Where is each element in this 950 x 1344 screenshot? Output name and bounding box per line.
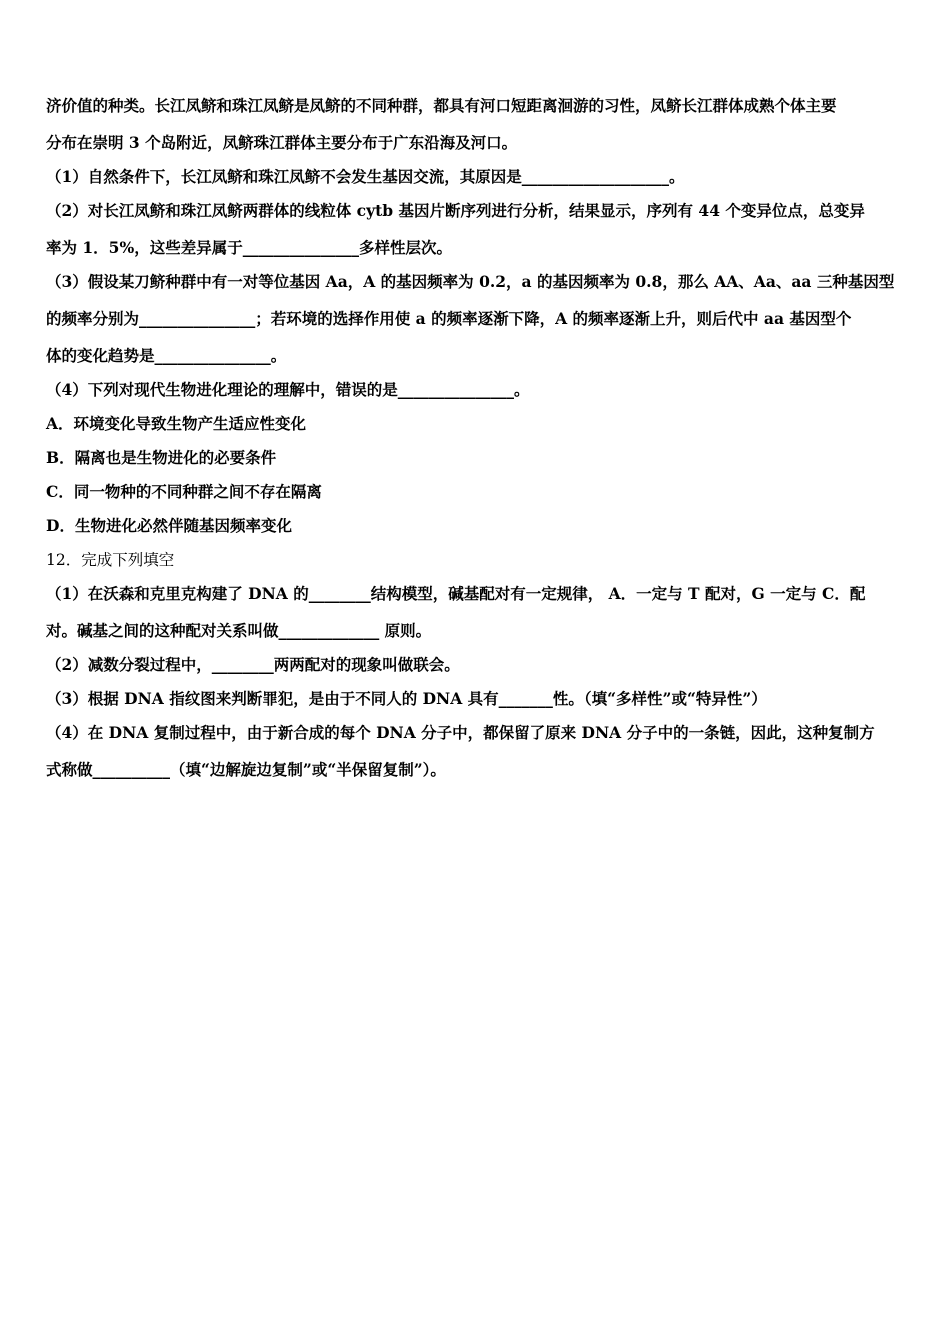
question-12-part-3: （3）根据 DNA 指纹图来判断罪犯，是由于不同人的 DNA 具有_______性。（填“多样性”或“特异性”） bbox=[46, 689, 767, 708]
question-11-part-3-line-2: 的频率分别为_______________；若环境的选择作用使 a 的频率逐渐下降，A 的频率逐渐上升，则后代中 aa 基因型个 bbox=[46, 309, 852, 328]
question-12-part-1-line-1: （1）在沃森和克里克构建了 DNA 的________结构模型，碱基配对有一定规律， A．一定与 T 配对，G 一定与 C．配 bbox=[46, 584, 866, 603]
question-12-part-4-line-1: （4）在 DNA 复制过程中，由于新合成的每个 DNA 分子中，都保留了原来 DNA 分子中的一条链，因此，这种复制方 bbox=[46, 723, 875, 742]
question-11-part-3-line-1: （3）假设某刀鲚种群中有一对等位基因 Aa，A 的基因频率为 0.2，a 的基因频率为 0.8，那么 AA、Aa、aa 三种基因型 bbox=[46, 272, 895, 291]
question-12-part-2: （2）减数分裂过程中，________两两配对的现象叫做联会。 bbox=[46, 655, 460, 674]
paragraph-intro-line-1: 济价值的种类。长江凤鲚和珠江凤鲚是凤鲚的不同种群，都具有河口短距离洄游的习性，凤鲚长江群体成熟个体主要 bbox=[46, 96, 837, 115]
question-12-heading: 12．完成下列填空 bbox=[46, 551, 175, 569]
option-b: B．隔离也是生物进化的必要条件 bbox=[46, 448, 277, 467]
question-11-part-1: （1）自然条件下，长江凤鲚和珠江凤鲚不会发生基因交流，其原因是___________________。 bbox=[46, 167, 685, 186]
paragraph-intro-line-2: 分布在崇明 3 个岛附近，凤鲚珠江群体主要分布于广东沿海及河口。 bbox=[46, 133, 518, 152]
document-page bbox=[46, 96, 908, 780]
option-d: D．生物进化必然伴随基因频率变化 bbox=[46, 516, 292, 535]
question-11-part-4: （4）下列对现代生物进化理论的理解中，错误的是_______________。 bbox=[46, 380, 530, 399]
option-a: A．环境变化导致生物产生适应性变化 bbox=[46, 414, 307, 433]
question-11-part-2-line-1: （2）对长江凤鲚和珠江凤鲚两群体的线粒体 cytb 基因片断序列进行分析，结果显示，序列有 44 个变异位点，总变异 bbox=[46, 201, 865, 220]
question-12-part-4-line-2: 式称做__________（填“边解旋边复制”或“半保留复制”）。 bbox=[46, 760, 446, 779]
question-12-part-1-line-2: 对。碱基之间的这种配对关系叫做_____________ 原则。 bbox=[46, 621, 432, 640]
question-11-part-2-line-2: 率为 1．5%，这些差异属于_______________多样性层次。 bbox=[46, 238, 452, 257]
question-11-part-3-line-3: 体的变化趋势是_______________。 bbox=[46, 346, 287, 365]
option-c: C．同一物种的不同种群之间不存在隔离 bbox=[46, 482, 322, 501]
